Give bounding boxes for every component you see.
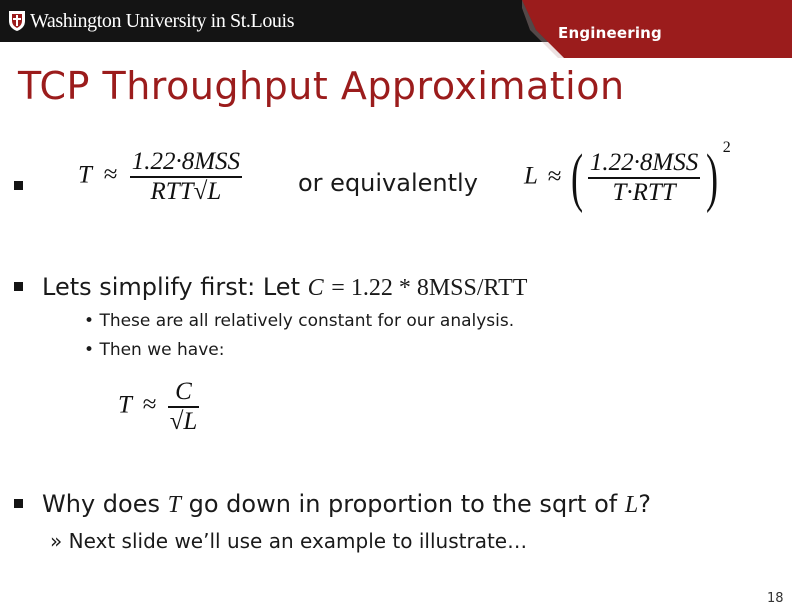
shield-icon — [8, 10, 26, 32]
sub-bullet-2 — [84, 340, 224, 360]
denominator — [168, 408, 200, 436]
school-label: Engineering — [558, 24, 662, 42]
fraction — [168, 378, 200, 436]
numerator: 1.22·8MSS — [589, 149, 699, 177]
page-number: 18 — [767, 591, 784, 606]
var-l: L — [624, 492, 639, 518]
rtt-term: RTT — [150, 177, 194, 205]
question-mark: ? — [638, 490, 651, 518]
fraction — [588, 149, 700, 207]
bullet-text: Why does — [42, 490, 160, 518]
sqrt-var: L — [207, 177, 222, 205]
bullet-marker-3 — [14, 499, 23, 508]
sub-bullet-1 — [84, 311, 514, 331]
numerator: 1.22·8MSS — [131, 148, 241, 175]
sub-bullet-marker: • — [84, 340, 95, 360]
bullet-marker-1 — [14, 181, 23, 190]
bullet-simplify — [42, 273, 527, 302]
sub-bullet-text: Next slide we’ll use an example to illustrate… — [68, 529, 528, 553]
sub-bullet-text: Then we have: — [99, 340, 225, 360]
bullet-marker-2 — [14, 282, 23, 291]
right-paren-icon: ) — [705, 141, 718, 214]
fraction — [130, 148, 242, 206]
var-t: T — [167, 492, 181, 518]
sqrt-var: L — [183, 407, 198, 435]
formula-throughput — [78, 148, 242, 206]
university-name: Washington University in St.Louis — [30, 9, 295, 32]
bullet-text: go down in proportion to the sqrt of — [188, 490, 618, 518]
left-paren-icon: ( — [570, 141, 583, 214]
exponent: 2 — [722, 139, 731, 157]
university-logo — [8, 6, 294, 36]
expr-var: C — [307, 275, 324, 301]
sub-bullet-text: These are all relatively constant for our analysis. — [99, 311, 515, 331]
sub-bullet-marker: • — [84, 311, 95, 331]
formula-var: T — [118, 391, 132, 419]
sqrt-icon: √ — [193, 177, 208, 205]
approx-symbol: ≈ — [142, 391, 157, 419]
approx-symbol: ≈ — [547, 162, 562, 190]
numerator: C — [175, 378, 192, 405]
slide-title: TCP Throughput Approximation — [18, 64, 625, 108]
formula-simplified — [118, 378, 199, 436]
denominator: T·RTT — [612, 178, 676, 206]
bullet-text: Lets simplify first: Let — [42, 273, 300, 301]
approx-symbol: ≈ — [103, 161, 118, 189]
formula-var: L — [524, 162, 538, 190]
sub-bullet-marker: » — [50, 529, 63, 553]
expr-rest: = 1.22 * 8MSS/RTT — [331, 275, 528, 301]
sub-bullet-3 — [50, 529, 527, 553]
sqrt-icon: √ — [169, 407, 184, 435]
formula-var: T — [78, 161, 92, 189]
formula-loss — [524, 140, 731, 216]
bullet-why — [42, 490, 651, 519]
denominator — [148, 178, 223, 206]
or-equivalently-text: or equivalently — [298, 169, 478, 197]
